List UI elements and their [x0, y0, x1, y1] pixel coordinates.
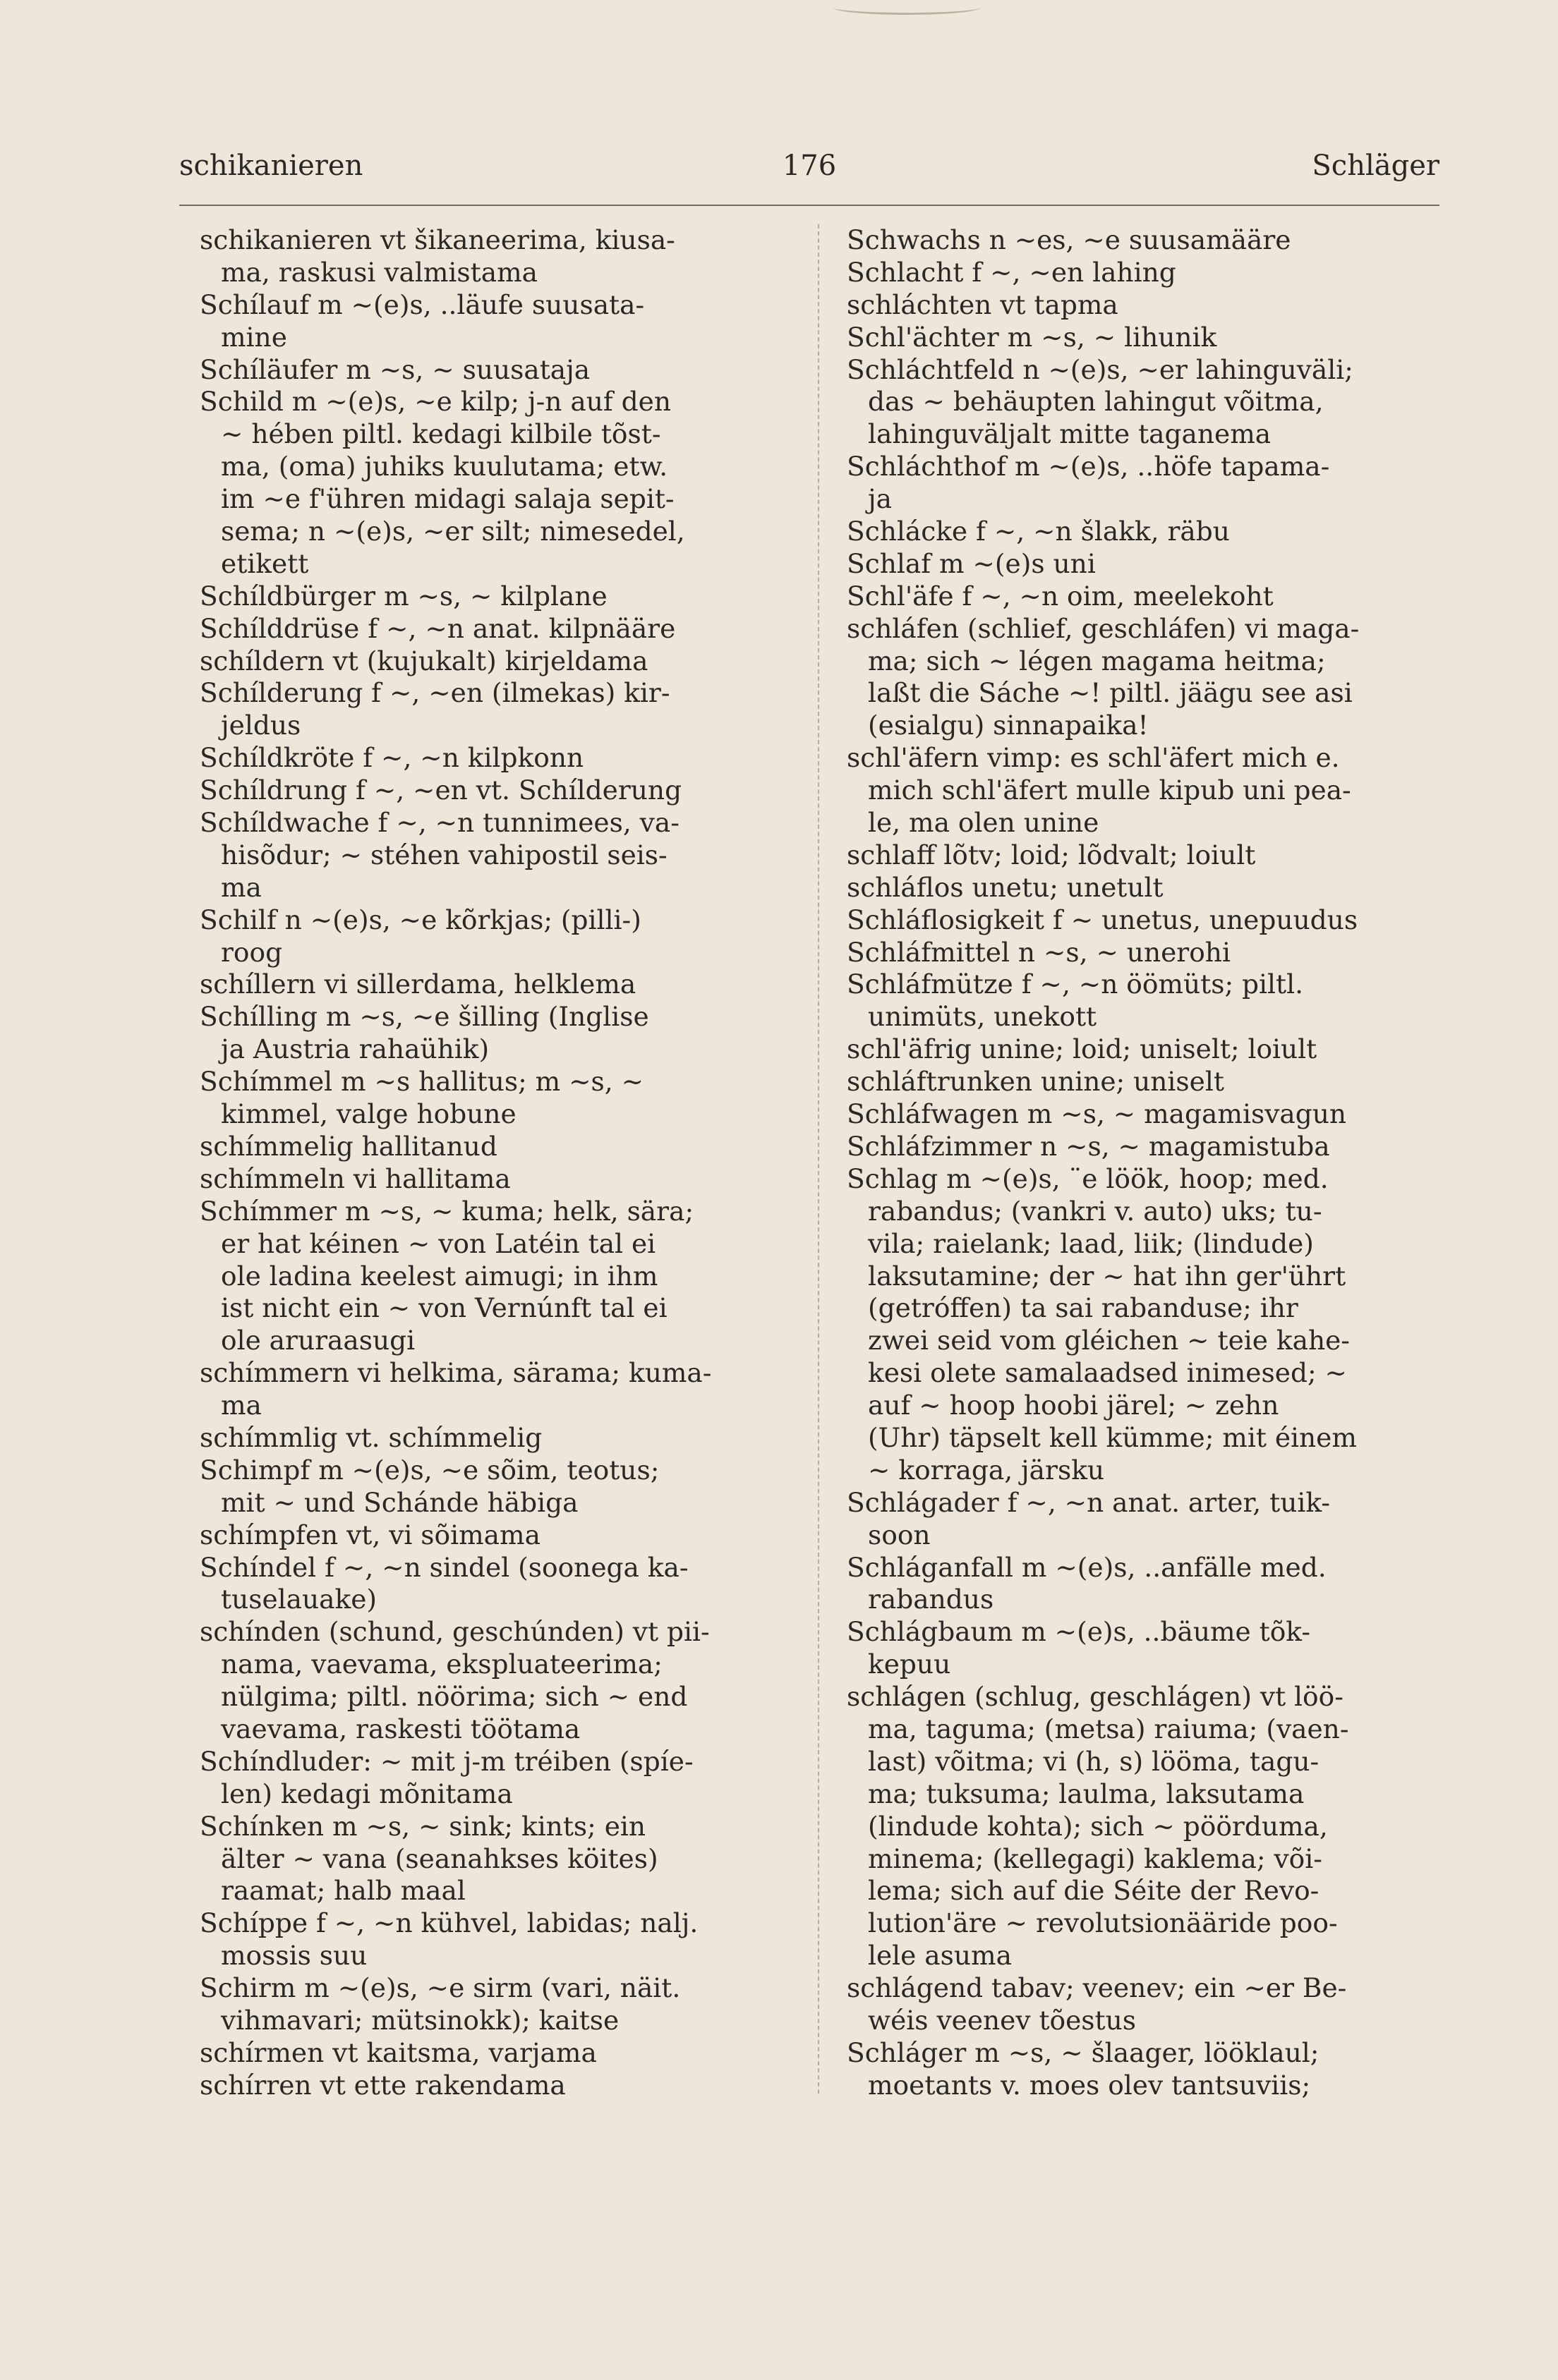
entry-continuation-line: ma, taguma; (metsa) raiuma; (vaen-	[868, 1713, 1349, 1744]
right-guide-word: Schläger	[1312, 150, 1439, 182]
entry-continuation-line: er hat kéinen ~ von Latéin tal ei	[221, 1227, 656, 1259]
dictionary-entry-line: Schíndel f ~, ~n sindel (soonega ka-	[200, 1551, 689, 1583]
dictionary-entry-line: Schláfwagen m ~s, ~ magamisvagun	[847, 1098, 1347, 1130]
entry-continuation-line: ~ korraga, järsku	[868, 1454, 1105, 1486]
left-guide-word: schikanieren	[179, 150, 363, 182]
right-column	[847, 224, 1439, 2102]
entry-continuation-line: laksutamine; der ~ hat ihn ger'ührt	[868, 1260, 1346, 1292]
dictionary-entry-line: schírren vt ette rakendama	[200, 2069, 566, 2101]
dictionary-entry-line: Schilf n ~(e)s, ~e kõrkjas; (pilli-)	[200, 904, 641, 935]
entry-continuation-line: nama, vaevama, ekspluateerima;	[221, 1649, 663, 1680]
entry-continuation-line: vihmavari; mütsinokk); kaitse	[221, 2004, 620, 2036]
entry-continuation-line: ma, (oma) juhiks kuulutama; etw.	[221, 451, 668, 482]
dictionary-entry-line: Schílauf m ~(e)s, ..läufe suusata-	[200, 289, 645, 320]
dictionary-entry-line: schíllern vi sillerdama, helklema	[200, 969, 636, 1000]
dictionary-entry-line: Schíldwache f ~, ~n tunnimees, va-	[200, 807, 680, 839]
entry-continuation-line: roog	[221, 936, 283, 968]
entry-continuation-line: sema; n ~(e)s, ~er silt; nimesedel,	[221, 516, 685, 547]
entry-continuation-line: hisõdur; ~ stéhen vahipostil seis-	[221, 839, 668, 870]
dictionary-entry-line: Schlágbaum m ~(e)s, ..bäume tõk-	[847, 1616, 1311, 1648]
page-number: 176	[782, 150, 837, 182]
dictionary-entry-line: schímmeln vi hallitama	[200, 1162, 511, 1194]
dictionary-entry-line: schlágen (schlug, geschlágen) vt löö-	[847, 1681, 1343, 1713]
entry-continuation-line: lution'äre ~ revolutsionääride poo-	[868, 1907, 1338, 1939]
dictionary-entry-line: Schlácke f ~, ~n šlakk, räbu	[847, 516, 1230, 547]
dictionary-entry-line: Schláchthof m ~(e)s, ..höfe tapama-	[847, 451, 1330, 482]
entry-continuation-line: älter ~ vana (seanahkses köites)	[221, 1842, 658, 1874]
entry-continuation-line: len) kedagi mõnitama	[221, 1778, 513, 1809]
entry-continuation-line: das ~ behäupten lahingut võitma,	[868, 386, 1324, 418]
dictionary-entry-line: Schwachs n ~es, ~e suusamääre	[847, 224, 1291, 255]
entry-continuation-line: ma	[221, 871, 262, 903]
dictionary-entry-line: Schlag m ~(e)s, ¨e löök, hoop; med.	[847, 1162, 1329, 1194]
dictionary-entry-line: Schimpf m ~(e)s, ~e sõim, teotus;	[200, 1454, 660, 1486]
dictionary-entry-line: schláchten vt tapma	[847, 289, 1118, 320]
entry-continuation-line: ole ladina keelest aimugi; in ihm	[221, 1260, 658, 1292]
entry-continuation-line: (Uhr) täpselt kell kümme; mit éinem	[868, 1421, 1357, 1453]
dictionary-entry-line: Schláflosigkeit f ~ unetus, unepuudus	[847, 904, 1358, 935]
entry-continuation-line: ole aruraasugi	[221, 1325, 416, 1356]
dictionary-entry-line: Schíldkröte f ~, ~n kilpkonn	[200, 742, 584, 774]
entry-continuation-line: ja	[868, 483, 892, 515]
dictionary-entry-line: Schl'äfe f ~, ~n oim, meelekoht	[847, 580, 1274, 612]
entry-continuation-line: mossis suu	[221, 1940, 368, 1972]
dictionary-entry-line: Schíndluder: ~ mit j-m tréiben (spíe-	[200, 1745, 694, 1777]
dictionary-entry-line: schínden (schund, geschúnden) vt pii-	[200, 1616, 710, 1648]
entry-continuation-line: lahinguväljalt mitte taganema	[868, 418, 1272, 450]
entry-continuation-line: rabandus	[868, 1584, 994, 1615]
page-edge-mark	[833, 0, 981, 15]
entry-continuation-line: mich schl'äfert mulle kipub uni pea-	[868, 775, 1351, 806]
dictionary-entry-line: schímmelig hallitanud	[200, 1130, 497, 1162]
dictionary-entry-line: Schláger m ~s, ~ šlaager, lööklaul;	[847, 2036, 1320, 2068]
entry-continuation-line: wéis veenev tõestus	[868, 2004, 1137, 2036]
entry-continuation-line: laßt die Sáche ~! piltl. jäägu see asi	[868, 677, 1353, 709]
dictionary-entry-line: schímmern vi helkima, särama; kuma-	[200, 1357, 712, 1389]
dictionary-entry-line: schíldern vt (kujukalt) kirjeldama	[200, 645, 648, 676]
entry-continuation-line: ma; tuksuma; laulma, laksutama	[868, 1778, 1305, 1809]
dictionary-entry-line: Schímmer m ~s, ~ kuma; helk, sära;	[200, 1195, 694, 1227]
entry-continuation-line: (getróffen) ta sai rabanduse; ihr	[868, 1292, 1298, 1324]
column-divider	[818, 224, 819, 2094]
entry-continuation-line: lema; sich auf die Séite der Revo-	[868, 1875, 1320, 1907]
entry-continuation-line: ist nicht ein ~ von Vernúnft tal ei	[221, 1292, 668, 1324]
dictionary-entry-line: Schíläufer m ~s, ~ suusataja	[200, 353, 591, 385]
entry-continuation-line: vaevama, raskesti töötama	[221, 1713, 581, 1744]
entry-continuation-line: etikett	[221, 547, 309, 579]
dictionary-entry-line: Schínken m ~s, ~ sink; kints; ein	[200, 1810, 646, 1842]
dictionary-entry-line: Schíldrung f ~, ~en vt. Schílderung	[200, 775, 682, 806]
entry-continuation-line: last) võitma; vi (h, s) lööma, tagu-	[868, 1745, 1320, 1777]
entry-continuation-line: nülgima; piltl. nöörima; sich ~ end	[221, 1681, 688, 1713]
dictionary-entry-line: Schirm m ~(e)s, ~e sirm (vari, näit.	[200, 1972, 681, 2004]
entry-continuation-line: ma	[221, 1390, 262, 1421]
entry-continuation-line: soon	[868, 1519, 931, 1550]
dictionary-entry-line: Schímmel m ~s hallitus; m ~s, ~	[200, 1066, 644, 1098]
entry-continuation-line: le, ma olen unine	[868, 807, 1099, 839]
dictionary-entry-line: schlaff lõtv; loid; lõdvalt; loiult	[847, 839, 1256, 870]
entry-continuation-line: jeldus	[221, 710, 301, 741]
entry-continuation-line: (esialgu) sinnapaika!	[868, 710, 1149, 741]
left-column	[200, 224, 792, 2102]
entry-continuation-line: mine	[221, 321, 287, 353]
entry-continuation-line: (lindude kohta); sich ~ pöörduma,	[868, 1810, 1328, 1842]
dictionary-entry-line: schl'äfern vimp: es schl'äfert mich e.	[847, 742, 1340, 774]
dictionary-entry-line: Schláfmittel n ~s, ~ unerohi	[847, 936, 1231, 968]
entry-continuation-line: lele asuma	[868, 1940, 1012, 1972]
entry-continuation-line: ja Austria rahaühik)	[221, 1033, 490, 1065]
dictionary-entry-line: Schláchtfeld n ~(e)s, ~er lahinguväli;	[847, 353, 1353, 385]
dictionary-entry-line: schl'äfrig unine; loid; uniselt; loiult	[847, 1033, 1317, 1065]
entry-continuation-line: unimüts, unekott	[868, 1001, 1097, 1033]
entry-continuation-line: kepuu	[868, 1649, 951, 1680]
entry-continuation-line: kimmel, valge hobune	[221, 1098, 517, 1130]
dictionary-entry-line: schímmlig vt. schímmelig	[200, 1421, 543, 1453]
entry-continuation-line: rabandus; (vankri v. auto) uks; tu-	[868, 1195, 1322, 1227]
entry-continuation-line: vila; raielank; laad, liik; (lindude)	[868, 1227, 1314, 1259]
dictionary-entry-line: schírmen vt kaitsma, varjama	[200, 2036, 597, 2068]
dictionary-entry-line: schlágend tabav; veenev; ein ~er Be-	[847, 1972, 1347, 2004]
dictionary-entry-line: Schílderung f ~, ~en (ilmekas) kir-	[200, 677, 670, 709]
entry-continuation-line: auf ~ hoop hoobi järel; ~ zehn	[868, 1390, 1279, 1421]
entry-continuation-line: ma; sich ~ légen magama heitma;	[868, 645, 1326, 676]
entry-continuation-line: mit ~ und Schánde häbiga	[221, 1486, 579, 1518]
dictionary-entry-line: schikanieren vt šikaneerima, kiusa-	[200, 224, 675, 255]
dictionary-entry-line: Schláganfall m ~(e)s, ..anfälle med.	[847, 1551, 1327, 1583]
entry-continuation-line: minema; (kellegagi) kaklema; või-	[868, 1842, 1322, 1874]
entry-continuation-line: ~ hében piltl. kedagi kilbile tõst-	[221, 418, 661, 450]
dictionary-entry-line: Schílddrüse f ~, ~n anat. kilpnääre	[200, 612, 676, 644]
entry-continuation-line: tuselauake)	[221, 1584, 378, 1615]
dictionary-entry-line: Schíldbürger m ~s, ~ kilplane	[200, 580, 608, 612]
dictionary-entry-line: Schlaf m ~(e)s uni	[847, 547, 1096, 579]
dictionary-entry-line: Schl'ächter m ~s, ~ lihunik	[847, 321, 1217, 353]
dictionary-entry-line: Schlacht f ~, ~en lahing	[847, 256, 1176, 288]
entry-continuation-line: ma, raskusi valmistama	[221, 256, 538, 288]
dictionary-entry-line: Schílling m ~s, ~e šilling (Inglise	[200, 1001, 649, 1033]
dictionary-entry-line: schláftrunken unine; uniselt	[847, 1066, 1224, 1098]
entry-continuation-line: im ~e f'ühren midagi salaja sepit-	[221, 483, 675, 515]
dictionary-entry-line: Schild m ~(e)s, ~e kilp; j-n auf den	[200, 386, 672, 418]
dictionary-entry-line: Schláfzimmer n ~s, ~ magamistuba	[847, 1130, 1330, 1162]
dictionary-entry-line: schímpfen vt, vi sõimama	[200, 1519, 541, 1550]
entry-continuation-line: kesi olete samalaadsed inimesed; ~	[868, 1357, 1347, 1389]
dictionary-entry-line: Schlágader f ~, ~n anat. arter, tuik-	[847, 1486, 1331, 1518]
entry-continuation-line: zwei seid vom gléichen ~ teie kahe-	[868, 1325, 1350, 1356]
dictionary-entry-line: Schláfmütze f ~, ~n öömüts; piltl.	[847, 969, 1303, 1000]
entry-continuation-line: moetants v. moes olev tantsuviis;	[868, 2069, 1311, 2101]
dictionary-entry-line: Schíppe f ~, ~n kühvel, labidas; nalj.	[200, 1907, 699, 1939]
page-header	[179, 150, 1439, 192]
dictionary-entry-line: schláflos unetu; unetult	[847, 871, 1164, 903]
header-rule	[179, 205, 1439, 206]
dictionary-entry-line: schláfen (schlief, geschláfen) vi maga-	[847, 612, 1360, 644]
entry-continuation-line: raamat; halb maal	[221, 1875, 466, 1907]
